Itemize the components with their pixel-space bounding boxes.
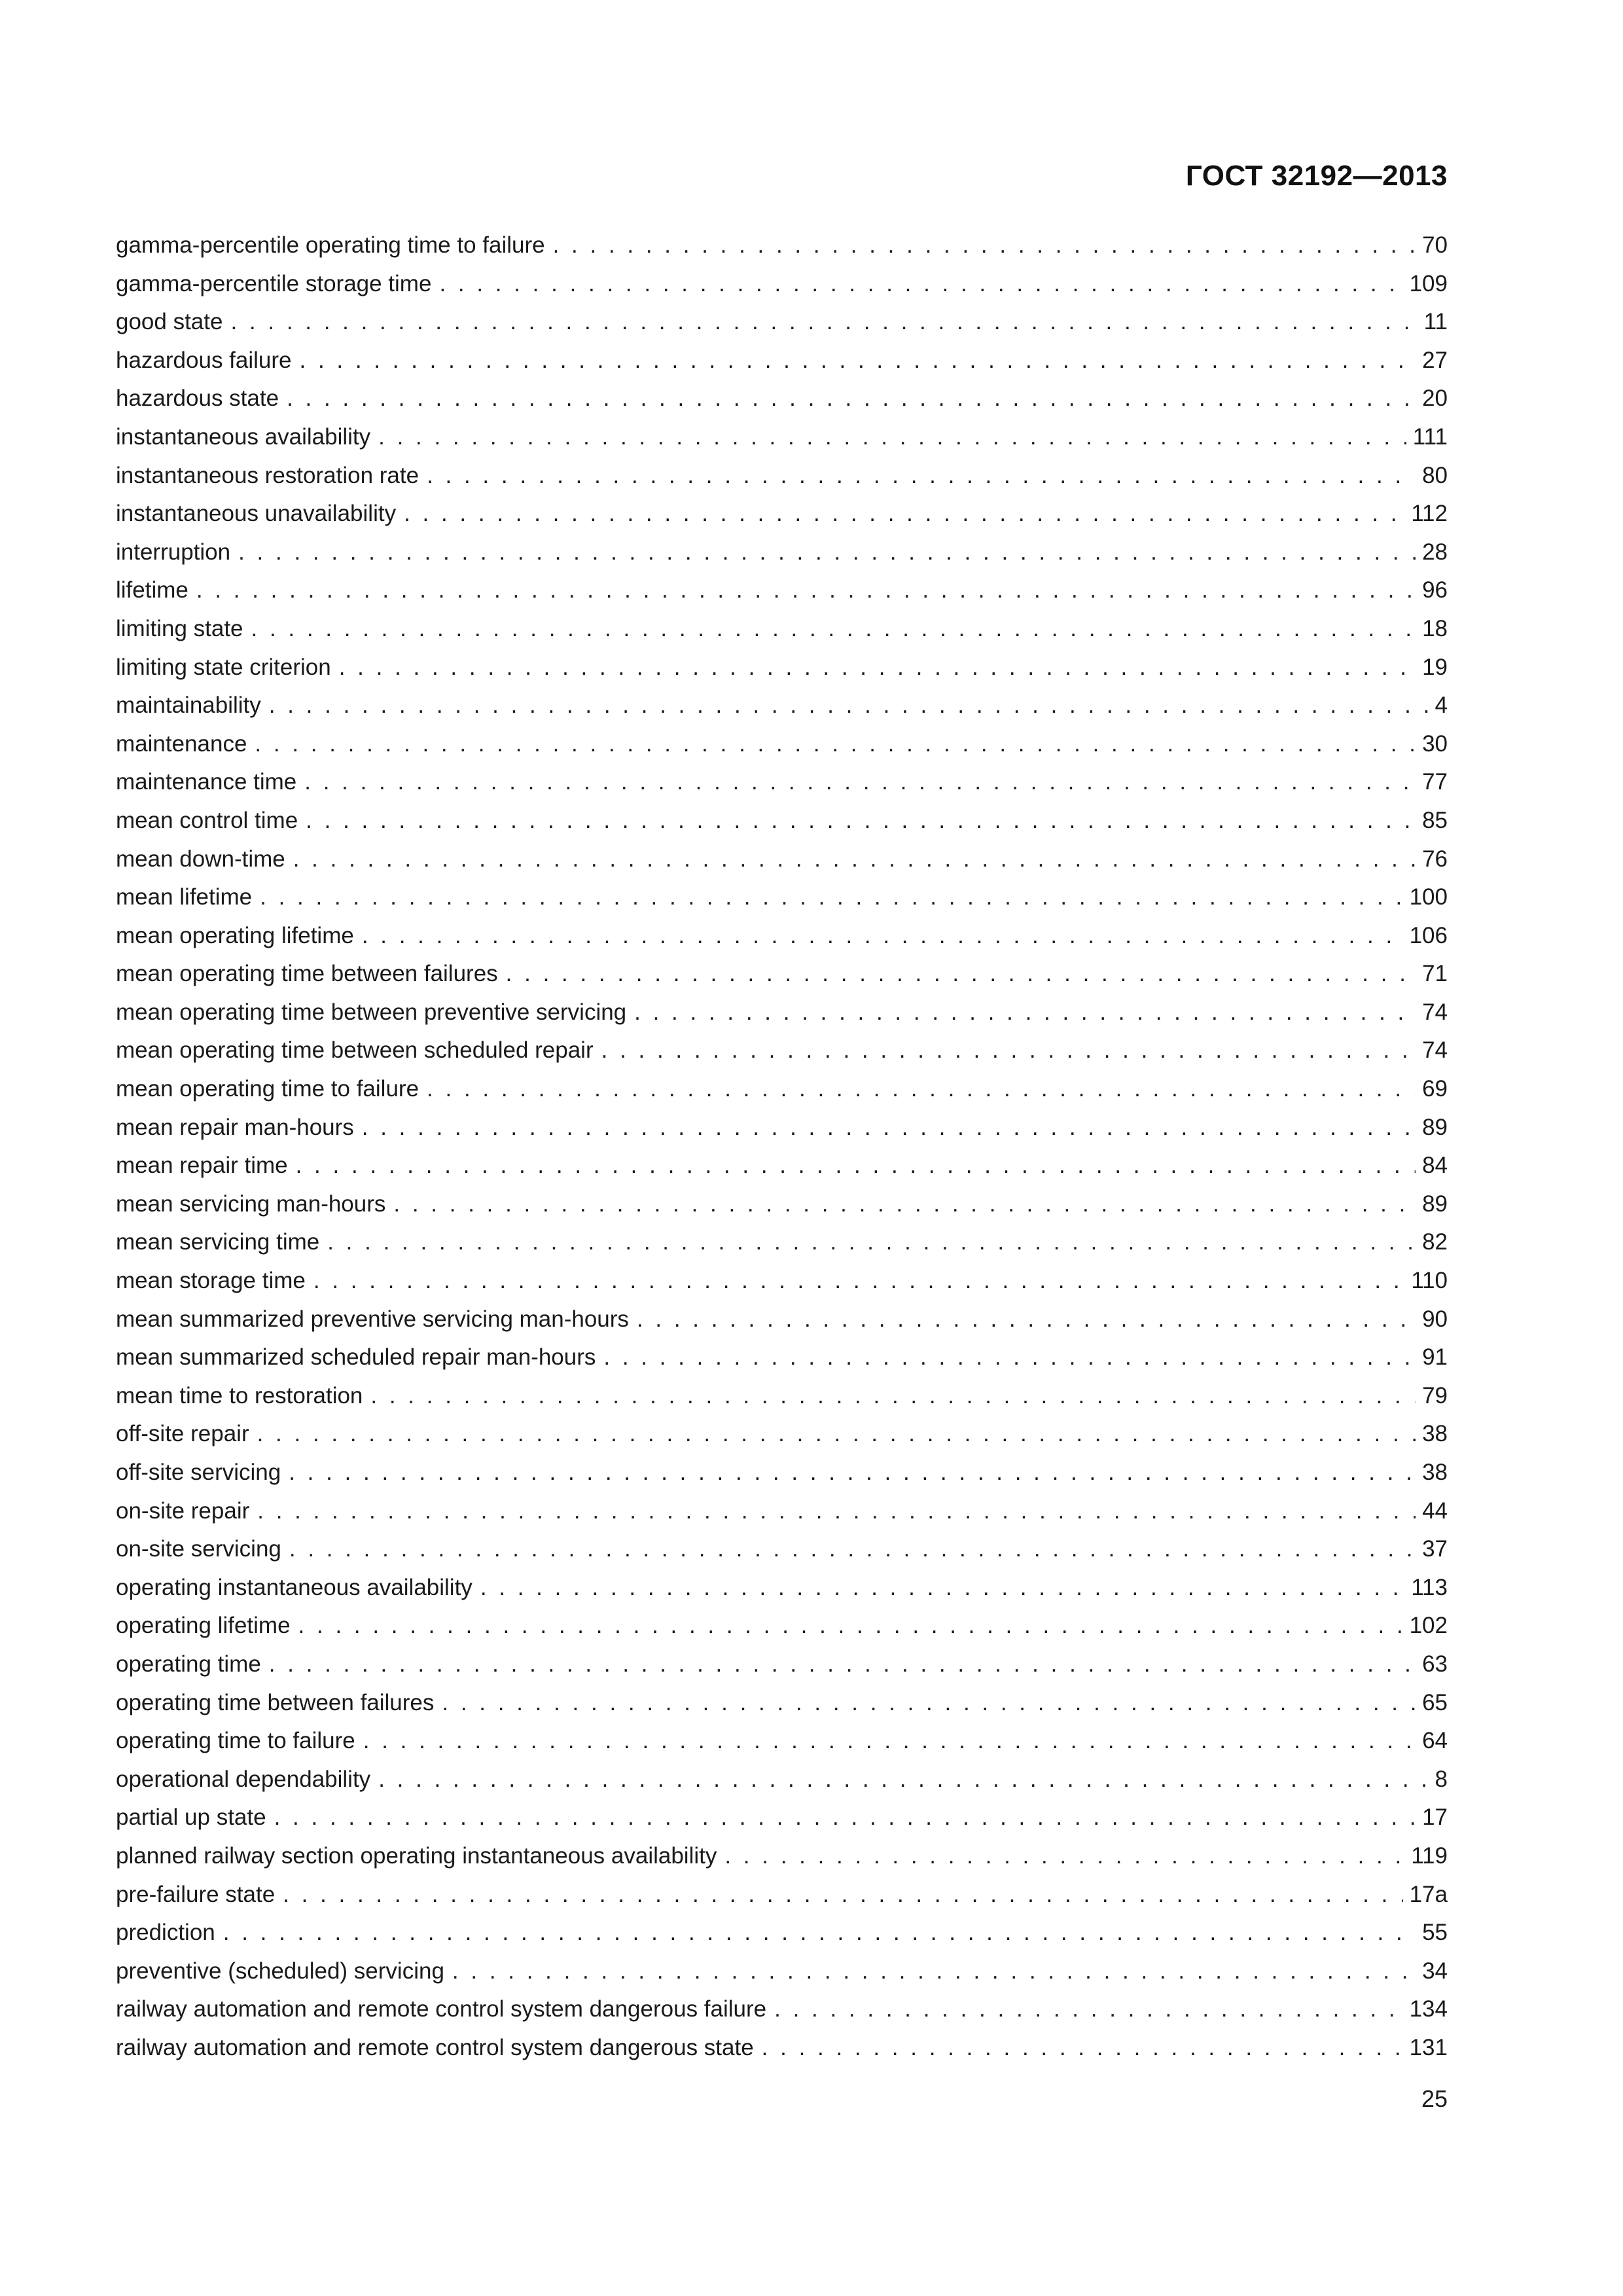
index-entry <box>116 571 1448 610</box>
index-page-reference: 4 <box>1435 692 1448 719</box>
index-page-reference: 37 <box>1422 1536 1448 1562</box>
dot-leader <box>762 2029 1403 2068</box>
index-page-reference: 65 <box>1422 1689 1448 1715</box>
index-page-reference: 112 <box>1411 501 1448 527</box>
index-term: mean operating time between failures <box>116 961 498 987</box>
index-entry <box>116 1492 1448 1531</box>
index-term: operating time between failures <box>116 1689 435 1715</box>
index-term: hazardous failure <box>116 347 292 373</box>
dot-leader <box>269 687 1429 725</box>
dot-leader <box>306 802 1416 840</box>
index-entry <box>116 1914 1448 1952</box>
index-page-reference: 85 <box>1422 807 1448 833</box>
dot-leader <box>300 342 1416 380</box>
dot-leader <box>327 1223 1416 1262</box>
dot-leader <box>427 1070 1416 1109</box>
index-entry <box>116 649 1448 687</box>
index-page-reference: 80 <box>1422 462 1448 488</box>
index-term: mean operating time between preventive servicing <box>116 999 627 1025</box>
index-term: limiting state criterion <box>116 654 331 680</box>
index-page-reference: 91 <box>1422 1344 1448 1371</box>
index-page-reference: 84 <box>1422 1153 1448 1179</box>
dot-leader <box>287 380 1416 418</box>
index-page-reference: 69 <box>1422 1076 1448 1102</box>
index-page-reference: 100 <box>1409 884 1448 910</box>
index-page-reference: 82 <box>1422 1229 1448 1255</box>
index-page-reference: 79 <box>1422 1382 1448 1408</box>
index-page-reference: 71 <box>1422 961 1448 987</box>
index-page-reference: 90 <box>1422 1306 1448 1332</box>
dot-leader <box>553 226 1416 265</box>
index-entry <box>116 1147 1448 1185</box>
index-term: good state <box>116 309 223 335</box>
index-page-reference: 119 <box>1411 1842 1448 1869</box>
dot-leader <box>634 994 1416 1032</box>
index-page-reference: 76 <box>1422 846 1448 872</box>
index-term: mean down-time <box>116 846 285 872</box>
index-entry <box>116 1377 1448 1416</box>
dot-leader <box>298 1607 1403 1645</box>
index-entry <box>116 1569 1448 1607</box>
index-entry <box>116 533 1448 572</box>
index-term: mean repair man-hours <box>116 1114 354 1140</box>
index-entry <box>116 917 1448 956</box>
dot-leader <box>255 725 1416 764</box>
index-term: operating time to failure <box>116 1728 355 1754</box>
dot-leader <box>362 1109 1416 1147</box>
index-term: planned railway section operating instantaneous availability <box>116 1842 717 1869</box>
index-entry <box>116 1876 1448 1914</box>
index-term: mean control time <box>116 807 298 833</box>
index-term: gamma-percentile operating time to failure <box>116 232 545 258</box>
index-page-reference: 70 <box>1422 232 1448 258</box>
index-entry <box>116 1185 1448 1224</box>
index-entry <box>116 303 1448 342</box>
index-term: gamma-percentile storage time <box>116 270 432 296</box>
index-page-reference: 96 <box>1422 577 1448 603</box>
index-term: mean storage time <box>116 1268 306 1294</box>
index-term: mean time to restoration <box>116 1382 363 1408</box>
dot-leader <box>506 955 1416 994</box>
index-page-reference: 8 <box>1435 1766 1448 1792</box>
index-term: railway automation and remote control system dangerous failure <box>116 1996 767 2022</box>
dot-leader <box>257 1492 1416 1531</box>
index-term: mean operating time between scheduled repair <box>116 1037 594 1064</box>
dot-leader <box>480 1569 1404 1607</box>
dot-leader <box>452 1952 1416 1991</box>
index-entry <box>116 1530 1448 1569</box>
index-page-reference: 18 <box>1422 615 1448 641</box>
index-term: instantaneous unavailability <box>116 501 397 527</box>
index-entry <box>116 763 1448 802</box>
index-page-reference: 38 <box>1422 1460 1448 1485</box>
dot-leader <box>363 1722 1416 1761</box>
index-page-reference: 11 <box>1423 309 1448 335</box>
index-term: hazardous state <box>116 386 279 412</box>
index-entry <box>116 1684 1448 1723</box>
dot-leader <box>283 1876 1402 1914</box>
index-page-reference: 77 <box>1422 769 1448 795</box>
index-page-reference: 20 <box>1422 386 1448 412</box>
index-entry <box>116 955 1448 994</box>
index-page-reference: 17 <box>1422 1804 1448 1831</box>
index-term: mean operating lifetime <box>116 922 354 948</box>
index-entry <box>116 1223 1448 1262</box>
index-term: operating time <box>116 1651 261 1677</box>
index-page-reference: 89 <box>1422 1114 1448 1140</box>
page-number: 25 <box>1421 2085 1448 2112</box>
dot-leader <box>230 303 1417 342</box>
index-entry <box>116 265 1448 304</box>
index-entry <box>116 1070 1448 1109</box>
index-page-reference: 113 <box>1411 1574 1448 1600</box>
index-entry <box>116 1338 1448 1377</box>
index-entry <box>116 1799 1448 1837</box>
index-page-reference: 55 <box>1422 1920 1448 1946</box>
index-page-reference: 17a <box>1409 1881 1448 1907</box>
index-term: operating lifetime <box>116 1613 291 1639</box>
index-entry <box>116 1454 1448 1492</box>
index-page-reference: 30 <box>1422 730 1448 757</box>
index-term: off-site servicing <box>116 1460 281 1485</box>
index-page-reference: 74 <box>1422 999 1448 1025</box>
index-term: mean servicing man-hours <box>116 1191 386 1217</box>
dot-leader <box>601 1031 1416 1070</box>
index-entry <box>116 1952 1448 1991</box>
dot-leader <box>260 878 1402 917</box>
index-page-reference: 110 <box>1411 1268 1448 1294</box>
index-term: limiting state <box>116 615 243 641</box>
index-entry <box>116 1415 1448 1454</box>
index-term: on-site repair <box>116 1498 250 1524</box>
index-entry <box>116 840 1448 879</box>
index-page-reference: 28 <box>1422 539 1448 565</box>
dot-leader <box>339 649 1416 687</box>
index-entry <box>116 380 1448 418</box>
index-term: on-site servicing <box>116 1536 281 1562</box>
dot-leader <box>393 1185 1416 1224</box>
dot-leader <box>238 533 1416 572</box>
dot-leader <box>442 1684 1416 1723</box>
index-term: mean summarized scheduled repair man-hours <box>116 1344 596 1371</box>
dot-leader <box>313 1262 1404 1300</box>
index-entry <box>116 1837 1448 1876</box>
dot-leader <box>304 763 1416 802</box>
index-term: maintenance time <box>116 769 297 795</box>
index-term: pre-failure state <box>116 1881 276 1907</box>
index-page-reference: 134 <box>1409 1996 1448 2022</box>
index-term: mean summarized preventive servicing man-hours <box>116 1306 629 1332</box>
dot-leader <box>274 1799 1416 1837</box>
dot-leader <box>296 1147 1416 1185</box>
document-standard-code: ГОСТ 32192—2013 <box>1185 160 1448 192</box>
index-entry <box>116 226 1448 265</box>
index-entry <box>116 1109 1448 1147</box>
index-term: instantaneous availability <box>116 423 371 450</box>
index-entry <box>116 495 1448 533</box>
index-term: operational dependability <box>116 1766 371 1792</box>
index-term: mean repair time <box>116 1153 288 1179</box>
index-entry <box>116 418 1448 457</box>
index-term: maintenance <box>116 730 247 757</box>
index-term: mean operating time to failure <box>116 1076 419 1102</box>
index-page-reference: 74 <box>1422 1037 1448 1064</box>
dot-leader <box>289 1454 1416 1492</box>
index-term: prediction <box>116 1920 215 1946</box>
index-entry <box>116 610 1448 649</box>
dot-leader <box>269 1645 1416 1684</box>
index-entry <box>116 725 1448 764</box>
index-entry <box>116 687 1448 725</box>
index-page-reference: 38 <box>1422 1421 1448 1447</box>
index-entry <box>116 342 1448 380</box>
alphabetical-index <box>116 226 1448 2068</box>
index-page-reference: 109 <box>1409 270 1448 296</box>
index-entry <box>116 1990 1448 2029</box>
dot-leader <box>196 571 1416 610</box>
dot-leader <box>774 1990 1402 2029</box>
index-term: lifetime <box>116 577 188 603</box>
index-page-reference: 63 <box>1422 1651 1448 1677</box>
index-entry <box>116 1031 1448 1070</box>
dot-leader <box>724 1837 1404 1876</box>
index-page-reference: 44 <box>1422 1498 1448 1524</box>
dot-leader <box>223 1914 1416 1952</box>
index-entry <box>116 1300 1448 1339</box>
dot-leader <box>362 917 1403 956</box>
index-page-reference: 64 <box>1422 1728 1448 1754</box>
index-entry <box>116 1262 1448 1300</box>
index-entry <box>116 802 1448 840</box>
dot-leader <box>293 840 1416 879</box>
dot-leader <box>439 265 1402 304</box>
dot-leader <box>404 495 1404 533</box>
index-term: railway automation and remote control system dangerous state <box>116 2034 754 2060</box>
dot-leader <box>603 1338 1416 1377</box>
index-term: instantaneous restoration rate <box>116 462 419 488</box>
index-term: partial up state <box>116 1804 266 1831</box>
index-page-reference: 34 <box>1422 1958 1448 1984</box>
dot-leader <box>378 418 1406 457</box>
dot-leader <box>251 610 1416 649</box>
dot-leader <box>378 1761 1428 1799</box>
index-term: interruption <box>116 539 231 565</box>
dot-leader <box>257 1415 1416 1454</box>
dot-leader <box>427 457 1416 495</box>
index-term: mean servicing time <box>116 1229 320 1255</box>
index-page-reference: 102 <box>1409 1613 1448 1639</box>
dot-leader <box>637 1300 1416 1339</box>
dot-leader <box>370 1377 1416 1416</box>
index-entry <box>116 1607 1448 1645</box>
index-entry <box>116 994 1448 1032</box>
index-entry <box>116 2029 1448 2068</box>
index-term: off-site repair <box>116 1421 249 1447</box>
index-page-reference: 131 <box>1409 2034 1448 2060</box>
index-entry <box>116 457 1448 495</box>
index-term: maintainability <box>116 692 261 719</box>
index-page-reference: 19 <box>1422 654 1448 680</box>
index-term: preventive (scheduled) servicing <box>116 1958 444 1984</box>
index-term: mean lifetime <box>116 884 253 910</box>
index-term: operating instantaneous availability <box>116 1574 473 1600</box>
index-page-reference: 89 <box>1422 1191 1448 1217</box>
index-page-reference: 27 <box>1422 347 1448 373</box>
index-entry <box>116 1645 1448 1684</box>
dot-leader <box>289 1530 1416 1569</box>
index-entry <box>116 1722 1448 1761</box>
index-entry <box>116 1761 1448 1799</box>
index-page-reference: 106 <box>1409 922 1448 948</box>
index-entry <box>116 878 1448 917</box>
index-page-reference: 111 <box>1412 423 1448 450</box>
